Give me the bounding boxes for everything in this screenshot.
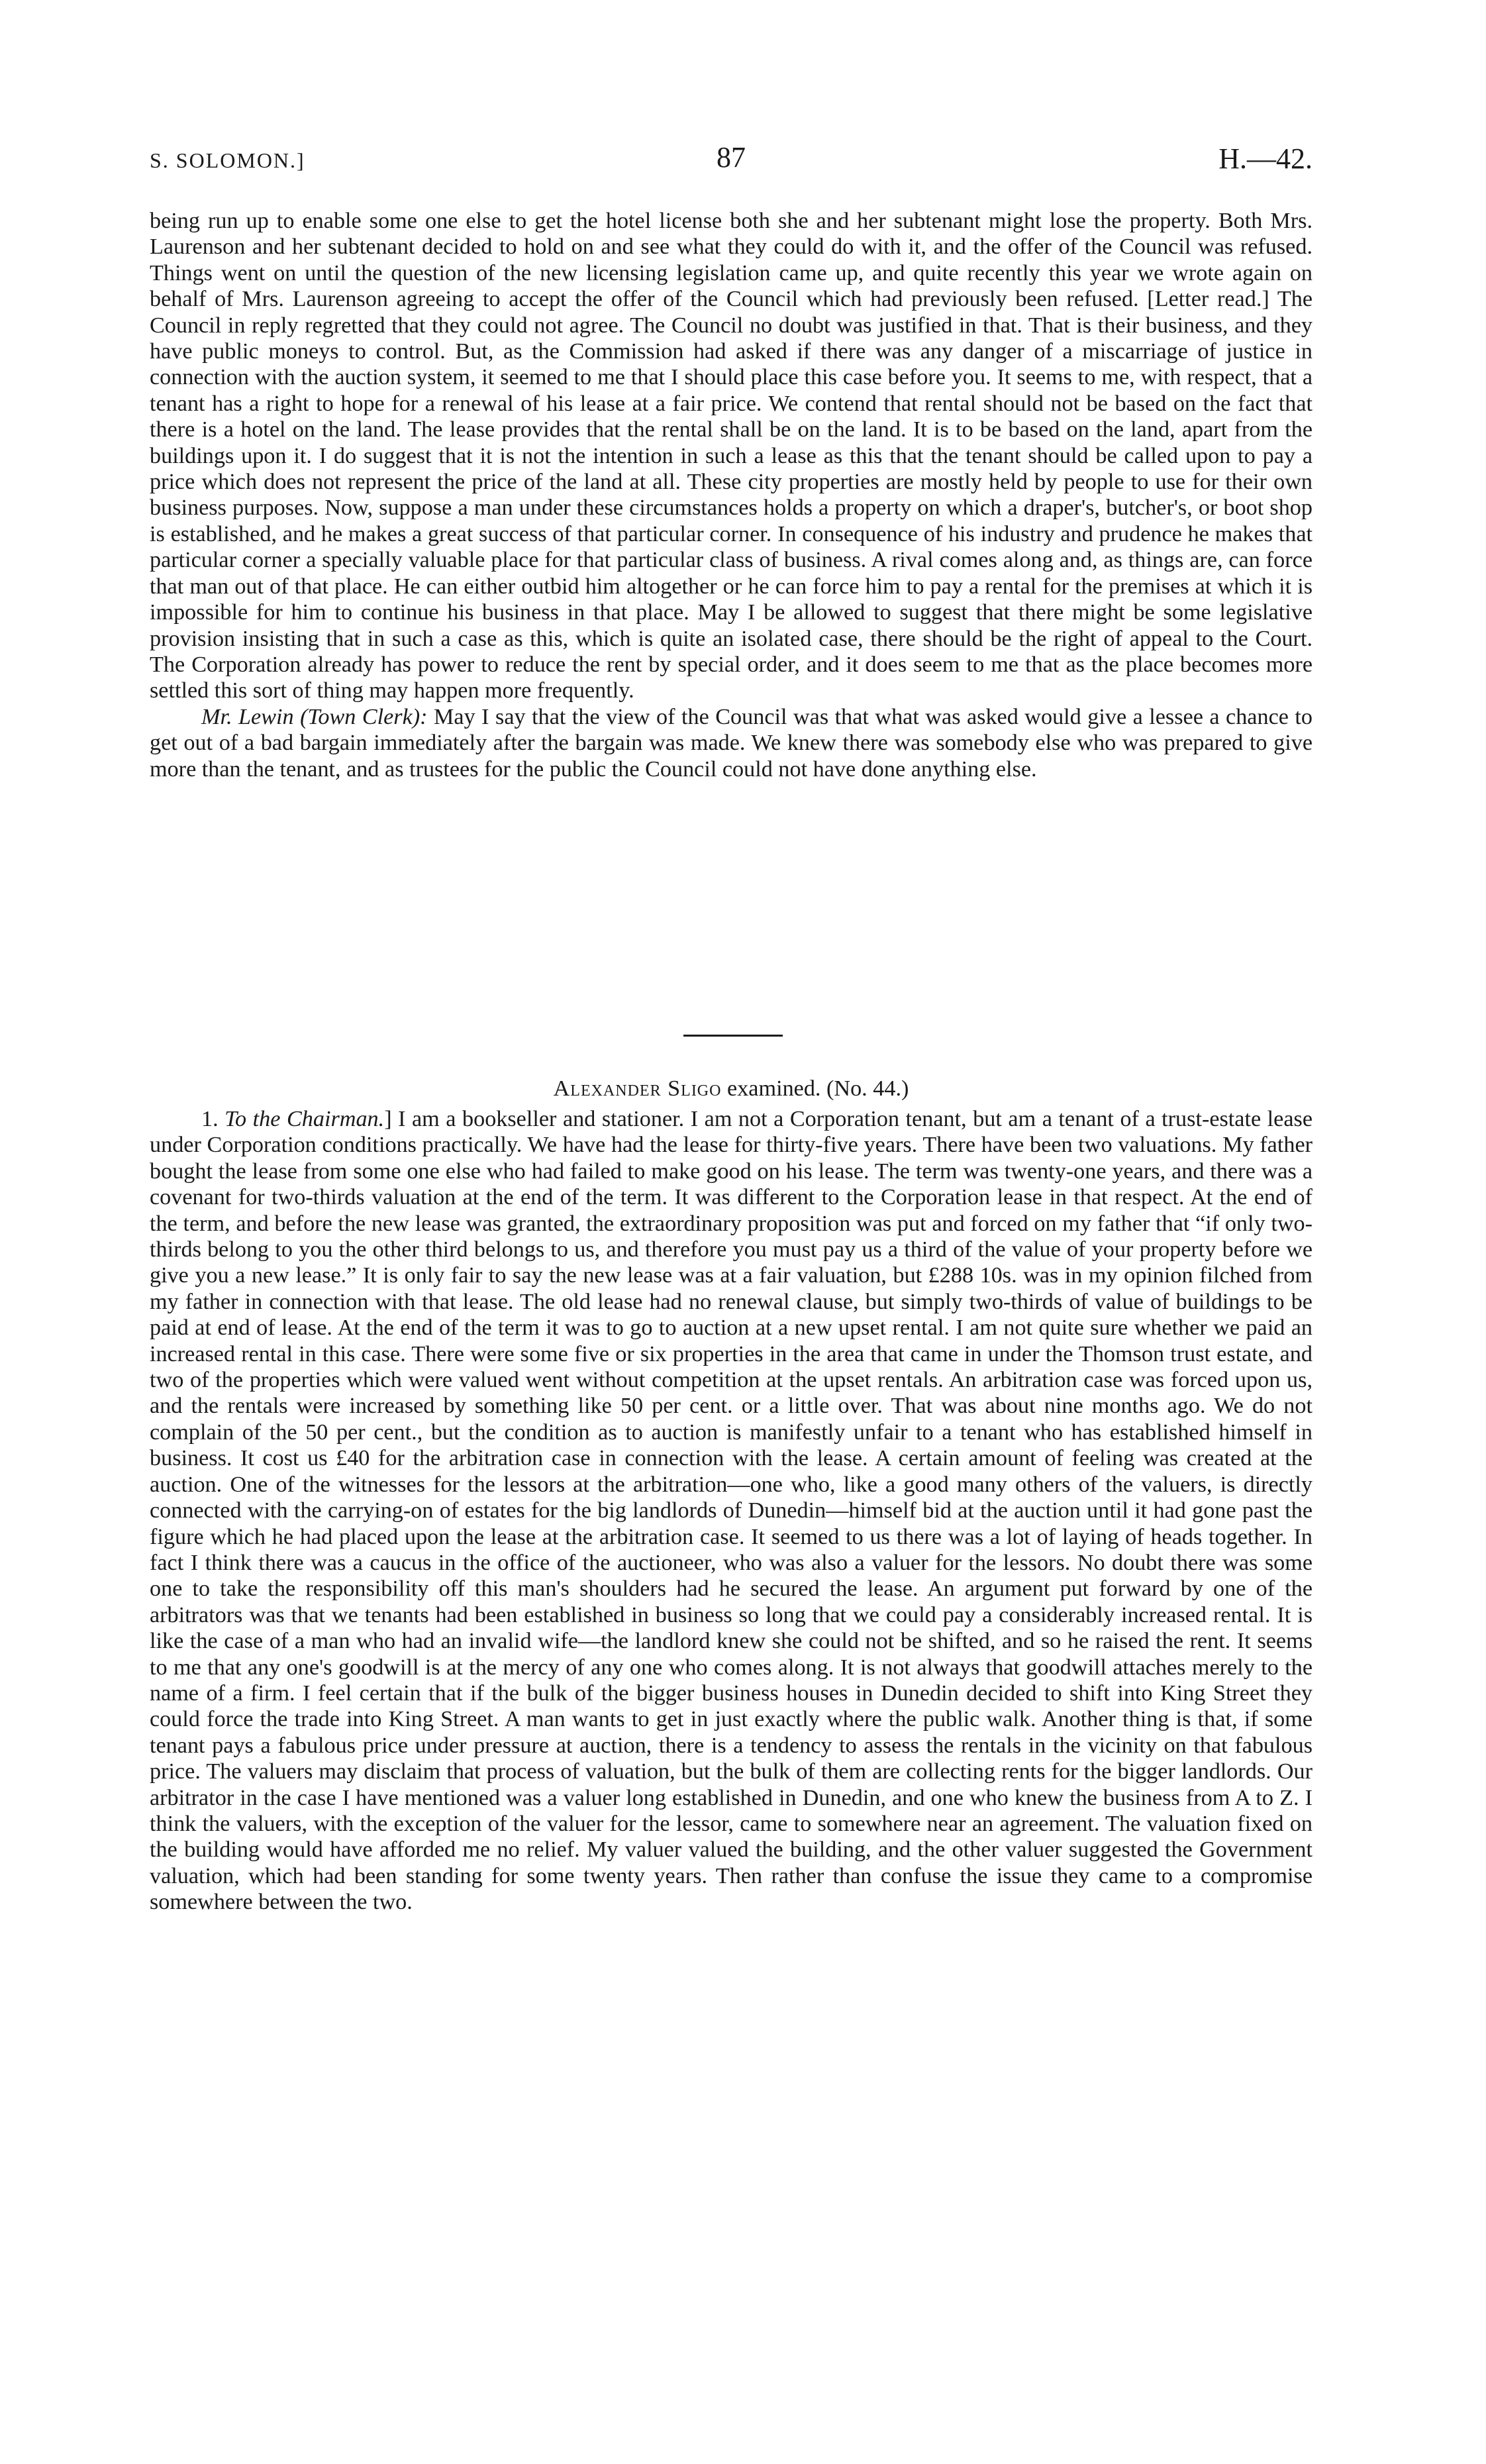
question-addressee: To the Chairman. [224, 1107, 385, 1131]
page-header [150, 140, 1313, 180]
witness-name: Alexander Sligo [553, 1076, 722, 1101]
speaker-name: Mr. Lewin (Town Clerk): [201, 704, 428, 729]
document-reference: H.—42. [1218, 142, 1313, 175]
paragraph-text: May I say that the view of the Council was that what was asked would give a lessee a chance to get out of a bad bargain immediately after the bargain was made. We knew there was somebody else who was prepared to give more than the tenant, and as trustees for the public the Council could not have done anything else. [150, 704, 1313, 782]
section-heading [150, 1076, 1313, 1102]
answer-text: ] I am a bookseller and stationer. I am not a Corporation tenant, but am a tenant of a trust-estate lease under Corporation conditions practically. We have had the lease for thirty-five years. There have been two valuations. My father bought the lease from some one else who had failed to make good on his lease. The term was twenty-one years, and there was a covenant for two-thirds valuation at the end of the term. It was different to the Corporation lease in that respect. At the end of the term, and before the new lease was granted, the extraordinary proposition was put and forced on my father that “if only two-thirds belong to you the other third belongs to us, and therefore you must pay us a third of the value of your property before we give you a new lease.” It is only fair to say the new lease was at a fair valuation, but £288 10s. was in my opinion filched from my father in connection with that lease. The old lease had no renewal clause, but simply two-thirds of value of buildings to be paid at end of lease. At the end of the term it was to go to auction at a new upset rental. I am not quite sure whether we paid an increased rental in this case. There were some five or six properties in the area that came in under the Thomson trust estate, and two of the properties which were valued went without competition at the upset rentals. An arbitration case was forced upon us, and the rentals were increased by something like 50 per cent. or a little over. That was about nine months ago. We do not complain of the 50 per cent., but the condition as to auction is manifestly unfair to a tenant who has established himself in business. It cost us £40 for the arbitration case in connection with the lease. A certain amount of feeling was created at the auction. One of the witnesses for the lessors at the arbitration—one who, like a good many others of the valuers, is directly connected with the carrying-on of estates for the big landlords of Dunedin—himself bid at the auction until it had gone past the figure which he had placed upon the lease at the arbitration case. It seemed to us there was a lot of laying of heads together. In fact I think there was a caucus in the office of the auctioneer, who was also a valuer for the lessors. No doubt there was some one to take the responsibility off this man's shoulders had he secured the lease. An argument put forward by one of the arbitrators was that we tenants had been established in business so long that we could pay a considerably increased rental. It is like the case of a man who had an invalid wife—the landlord knew she could not be shifted, and so he raised the rent. It seems to me that any one's goodwill is at the mercy of any one who comes along. It is not always that goodwill attaches merely to the name of a firm. I feel certain that if the bulk of the bigger business houses in Dunedin decided to shift into King Street they could force the trade into King Street. A man wants to get in just exactly where the public walk. Another thing is that, if some tenant pays a fabulous price under pressure at auction, there is a tendency to assess the rentals in the vicinity on that fabulous price. The valuers may disclaim that process of valuation, but the bulk of them are collecting rents for the bigger landlords. Our arbitrator in the case I have mentioned was a valuer long established in Dunedin, and one who knew the business from A to Z. I think the valuers, with the exception of the valuer for the lessor, came to somewhere near an agreement. The valuation fixed on the building would have afforded me no relief. My valuer valued the building, and the other valuer suggested the Government valuation, which had been standing for some twenty years. Then rather than confuse the issue they came to a compromise somewhere between the two. [150, 1107, 1313, 1915]
page-number: 87 [717, 141, 746, 174]
question-number: 1. [201, 1107, 225, 1131]
witness-testimony [150, 1106, 1313, 1916]
paragraph: being run up to enable some one else to get the hotel license both she and her subtenant might lose the property. Both Mrs. Laurenson and her subtenant decided to hold on and see what they could do with it, and the offer of the Council was refused. Things went on until the question of the new licensing legislation came up, and quite recently this year we wrote again on behalf of Mrs. Laurenson agreeing to accept the offer of the Council which had previously been refused. [Letter read.] The Council in reply regretted that they could not agree. The Council no doubt was justified in that. That is their business, and they have public moneys to control. But, as the Commission had asked if there was any danger of a miscarriage of justice in connection with the auction system, it seemed to me that I should place this case before you. It seems to me, with respect, that a tenant has a right to hope for a renewal of his lease at a fair price. We contend that rental should not be based on the fact that there is a hotel on the land. The lease provides that the rental shall be on the land. It is to be based on the land, apart from the buildings upon it. I do suggest that it is not the intention in such a lease as this that the tenant should be called upon to pay a price which does not represent the price of the land at all. These city properties are mostly held by people to use for their own business purposes. Now, suppose a man under these circumstances holds a property on which a draper's, butcher's, or boot shop is established, and he makes a great success of that particular corner. In consequence of his industry and prudence he makes that particular corner a specially valuable place for that particular class of business. A rival comes along and, as things are, can force that man out of that place. He can either outbid him altogether or he can force him to pay a rental for the premises at which it is impossible for him to continue his business in that place. May I be allowed to suggest that there might be some legislative provision insisting that in such a case as this, which is quite an isolated case, there should be the right of appeal to the Court. The Corporation already has power to reduce the rent by special order, and it does seem to me that as the place becomes more settled this sort of thing may happen more frequently. [150, 209, 1313, 703]
paragraph [150, 704, 1313, 782]
header-witness-name: S. SOLOMON.] [150, 148, 305, 172]
section-divider [683, 1035, 783, 1037]
examination-label: examined. (No. 44.) [721, 1076, 909, 1101]
testimony-continuation [150, 208, 1313, 782]
paragraph [150, 1106, 1313, 1916]
